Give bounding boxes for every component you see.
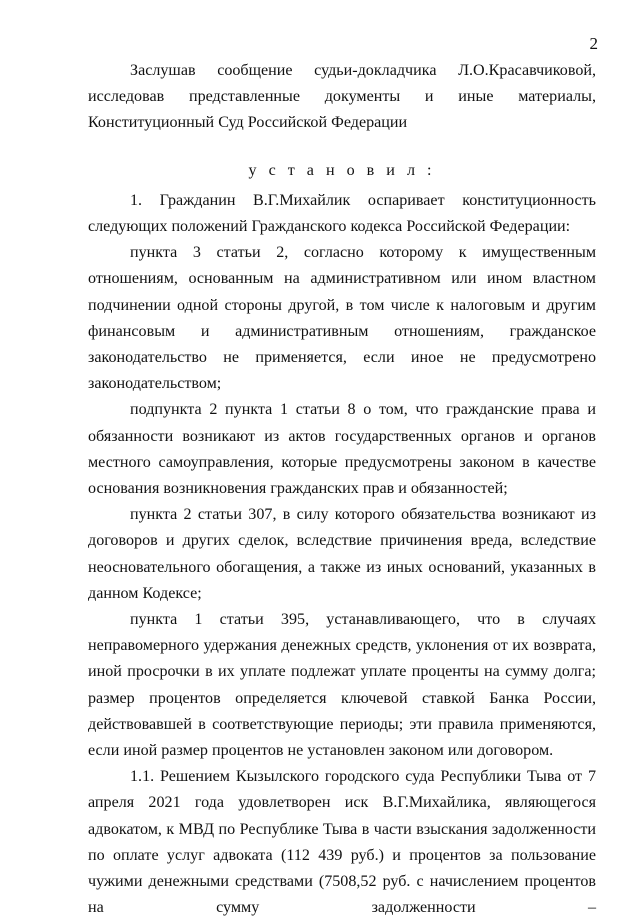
- paragraph-article-2: пункта 3 статьи 2, согласно которому к имущественным отношениям, основанным на административном или ином властном подчинении одной стороны другой, в том числе к налоговым и другим финансовым и административным отношениям, гражданское законодательство не применяется, если иное не предусмотрено законодательством;: [88, 244, 596, 393]
- paragraph-article-395: пункта 1 статьи 395, устанавливающего, что в случаях неправомерного удержания денежных средств, уклонения от их возврата, иной просрочки в их уплате подлежат уплате проценты на сумму долга; размер процентов определяется ключевой ставкой Банка России, действовавшей в соответствующие периоды; эти правила применяются, если иной размер процентов не установлен законом или договором.: [88, 611, 596, 760]
- paragraph-article-307: пункта 2 статьи 307, в силу которого обязательства возникают из договоров и других сделок, вследствие причинения вреда, вследствие неосновательного обогащения, а также из иных оснований, указанных в данном Кодексе;: [88, 506, 596, 602]
- page-number: 2: [589, 34, 598, 53]
- ruling-heading: у с т а н о в и л :: [248, 161, 436, 179]
- paragraph-1-1: 1.1. Решением Кызылского городского суда Республики Тыва от 7 апреля 2021 года удовлетворен иск В.Г.Михайлика, являющегося адвокатом, к МВД по Республике Тыва в части взыскания задолженности по оплате услуг адвоката (112 439 руб.) и процентов за пользование чужими денежными средствами (7508,52 руб. с начислением процентов на сумму задолженности –: [88, 768, 596, 917]
- document-body: [88, 58, 596, 922]
- paragraph-1: 1. Гражданин В.Г.Михайлик оспаривает конституционность следующих положений Гражданского кодекса Российской Федерации:: [88, 191, 596, 236]
- paragraph-article-8: подпункта 2 пункта 1 статьи 8 о том, что гражданские права и обязанности возникают из актов государственных органов и органов местного самоуправления, которые предусмотрены законом в качестве основания возникновения гражданских прав и обязанностей;: [88, 401, 596, 498]
- intro-paragraph: Заслушав сообщение судьи-докладчика Л.О.Красавчиковой, исследовав представленные документы и иные материалы, Конституционный Суд Российской Федерации: [88, 62, 596, 132]
